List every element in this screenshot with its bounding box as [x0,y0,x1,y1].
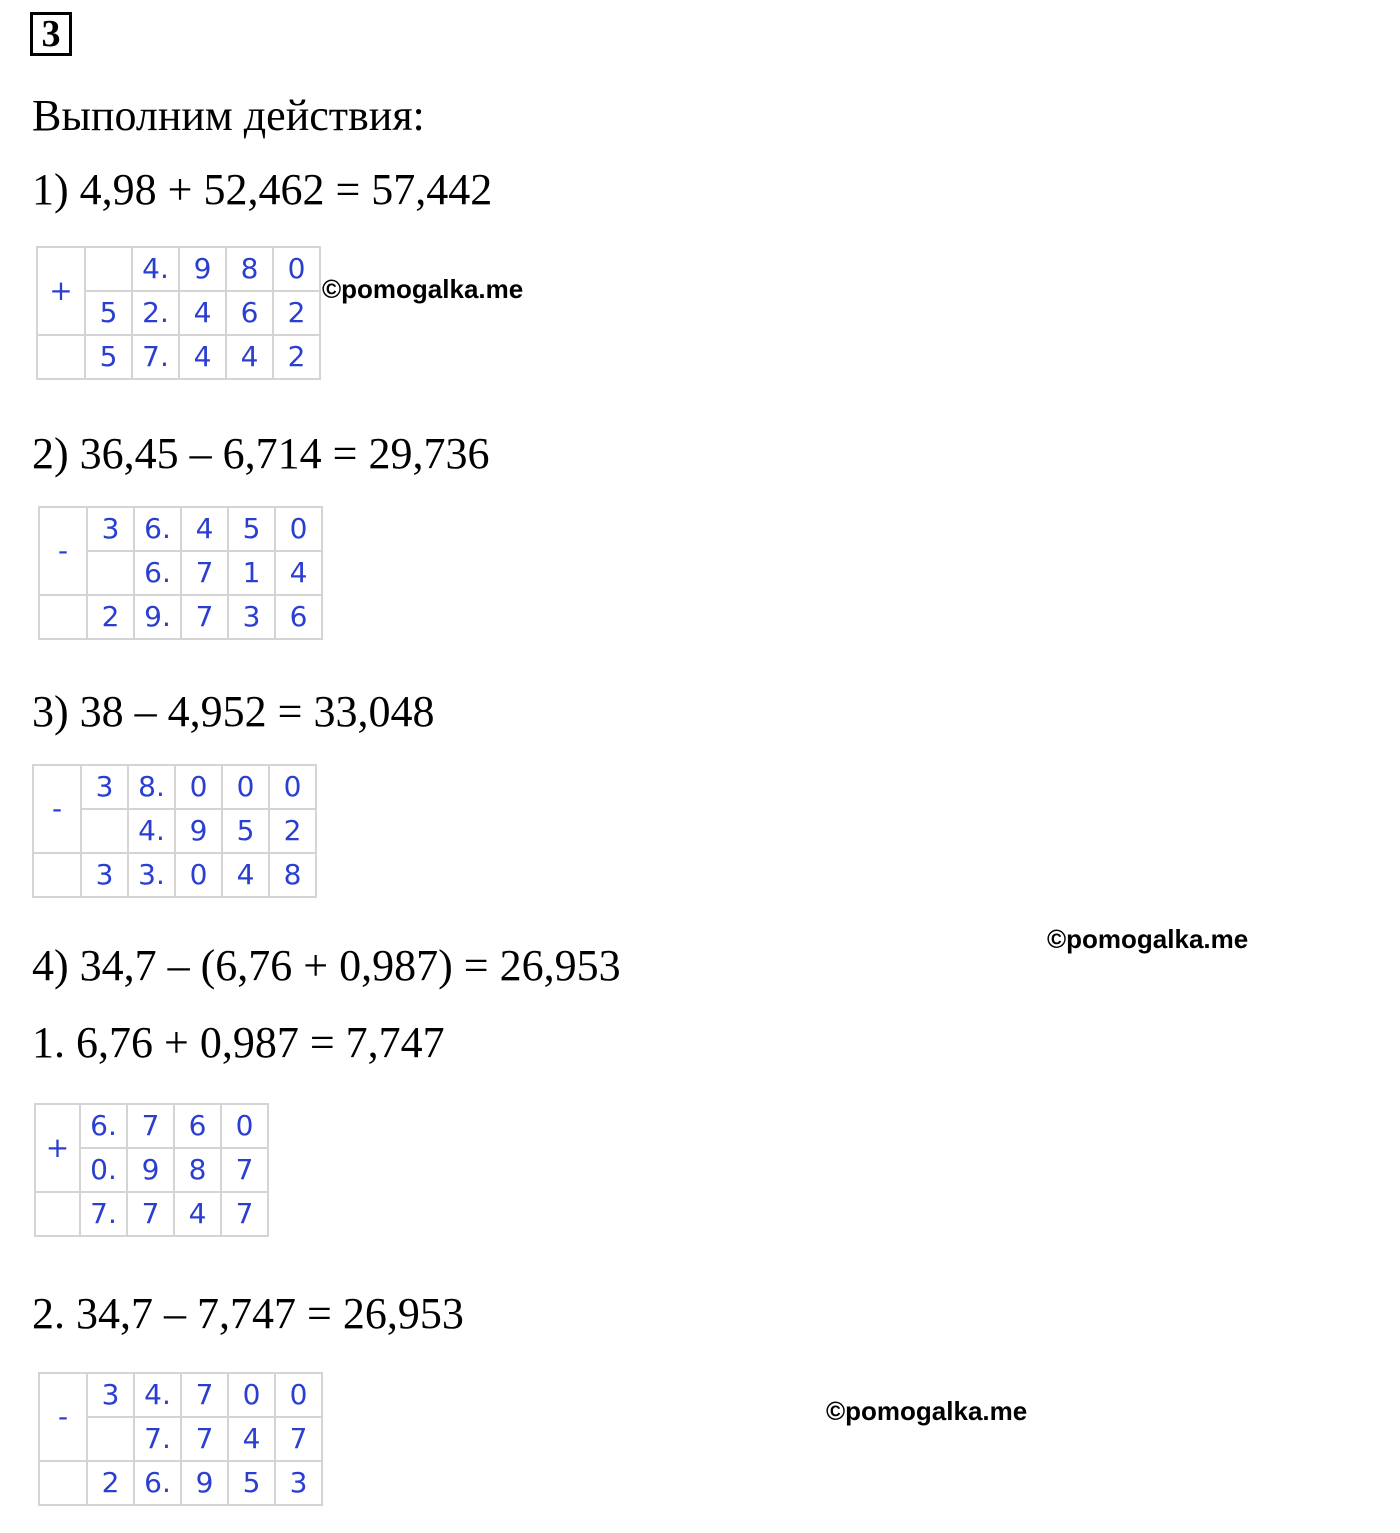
digit-cell: 6. [134,507,181,551]
step-2: 2) 36,45 – 6,714 = 29,736 [32,429,490,478]
digit-cell: 5 [85,335,132,379]
digit-cell: 4. [132,247,179,291]
digit-cell: 2 [87,1461,134,1505]
digit-cell: 4 [226,335,273,379]
heading: Выполним действия: [32,91,425,140]
digit-cell: 6. [134,1461,181,1505]
empty-cell [33,853,81,897]
digit-cell: 3 [228,595,275,639]
digit-cell: 3 [87,1373,134,1417]
digit-cell: 6 [226,291,273,335]
task-number-badge: 3 [30,12,72,56]
column-table [38,1372,323,1506]
operand-row [33,765,316,809]
digit-cell: 7 [221,1192,268,1236]
digit-cell: 2. [132,291,179,335]
digit-cell [85,247,132,291]
digit-cell: 6 [275,595,322,639]
digit-cell: 7 [127,1192,174,1236]
digit-cell: 0 [222,765,269,809]
digit-cell: 4 [179,291,226,335]
column-table [34,1103,269,1237]
step-4-1: 1. 6,76 + 0,987 = 7,747 [32,1018,445,1067]
digit-cell: 4. [134,1373,181,1417]
column-table [38,506,323,640]
digit-cell: 0 [228,1373,275,1417]
digit-cell: 5 [222,809,269,853]
digit-cell: 4 [275,551,322,595]
digit-cell: 0 [175,853,222,897]
operator-sign: + [35,1104,80,1192]
digit-cell: 8. [128,765,175,809]
digit-cell: 9 [179,247,226,291]
digit-cell [87,551,134,595]
digit-cell: 4 [228,1417,275,1461]
step-3: 3) 38 – 4,952 = 33,048 [32,687,435,736]
result-row [33,853,316,897]
watermark-1: ©pomogalka.me [322,274,524,304]
operand-row [35,1104,268,1148]
step-1: 1) 4,98 + 52,462 = 57,442 [32,165,493,214]
digit-cell: 1 [228,551,275,595]
empty-cell [37,335,85,379]
digit-cell: 7 [221,1148,268,1192]
digit-cell: 7 [181,551,228,595]
empty-cell [35,1192,80,1236]
digit-cell: 9 [175,809,222,853]
digit-cell: 0 [221,1104,268,1148]
operator-sign: - [39,1373,87,1461]
digit-cell: 5 [85,291,132,335]
digit-cell: 5 [228,507,275,551]
step-4: 4) 34,7 – (6,76 + 0,987) = 26,953 [32,941,621,990]
digit-cell: 8 [269,853,316,897]
digit-cell: 7 [181,595,228,639]
digit-cell: 7. [80,1192,127,1236]
empty-cell [39,1461,87,1505]
digit-cell: 9 [181,1461,228,1505]
digit-cell: 4 [222,853,269,897]
digit-cell: 4. [128,809,175,853]
digit-cell: 7. [132,335,179,379]
result-row [37,335,320,379]
digit-cell: 3 [275,1461,322,1505]
digit-cell: 6. [80,1104,127,1148]
digit-cell: 9 [127,1148,174,1192]
operand-row [39,1373,322,1417]
digit-cell: 8 [226,247,273,291]
digit-cell: 2 [273,291,320,335]
operator-sign: + [37,247,85,335]
digit-cell: 0 [275,1373,322,1417]
digit-cell: 2 [269,809,316,853]
digit-cell: 7 [181,1373,228,1417]
operand-row [39,507,322,551]
digit-cell: 3 [87,507,134,551]
digit-cell [87,1417,134,1461]
digit-cell: 0 [175,765,222,809]
digit-cell: 0. [80,1148,127,1192]
digit-cell [81,809,128,853]
digit-cell: 3 [81,765,128,809]
watermark-2: ©pomogalka.me [1047,924,1249,954]
empty-cell [39,595,87,639]
operator-sign: - [39,507,87,595]
digit-cell: 0 [269,765,316,809]
digit-cell: 9. [134,595,181,639]
watermark-3: ©pomogalka.me [826,1396,1028,1426]
result-row [35,1192,268,1236]
digit-cell: 3 [81,853,128,897]
digit-cell: 4 [179,335,226,379]
digit-cell: 4 [174,1192,221,1236]
result-row [39,1461,322,1505]
operator-sign: - [33,765,81,853]
digit-cell: 8 [174,1148,221,1192]
digit-cell: 4 [181,507,228,551]
digit-cell: 7 [181,1417,228,1461]
digit-cell: 5 [228,1461,275,1505]
digit-cell: 0 [275,507,322,551]
digit-cell: 7 [275,1417,322,1461]
step-4-2: 2. 34,7 – 7,747 = 26,953 [32,1289,464,1338]
digit-cell: 7 [127,1104,174,1148]
column-table [32,764,317,898]
result-row [39,595,322,639]
digit-cell: 0 [273,247,320,291]
digit-cell: 3. [128,853,175,897]
digit-cell: 2 [87,595,134,639]
digit-cell: 6 [174,1104,221,1148]
column-table [36,246,321,380]
digit-cell: 2 [273,335,320,379]
digit-cell: 7. [134,1417,181,1461]
operand-row [37,247,320,291]
digit-cell: 6. [134,551,181,595]
